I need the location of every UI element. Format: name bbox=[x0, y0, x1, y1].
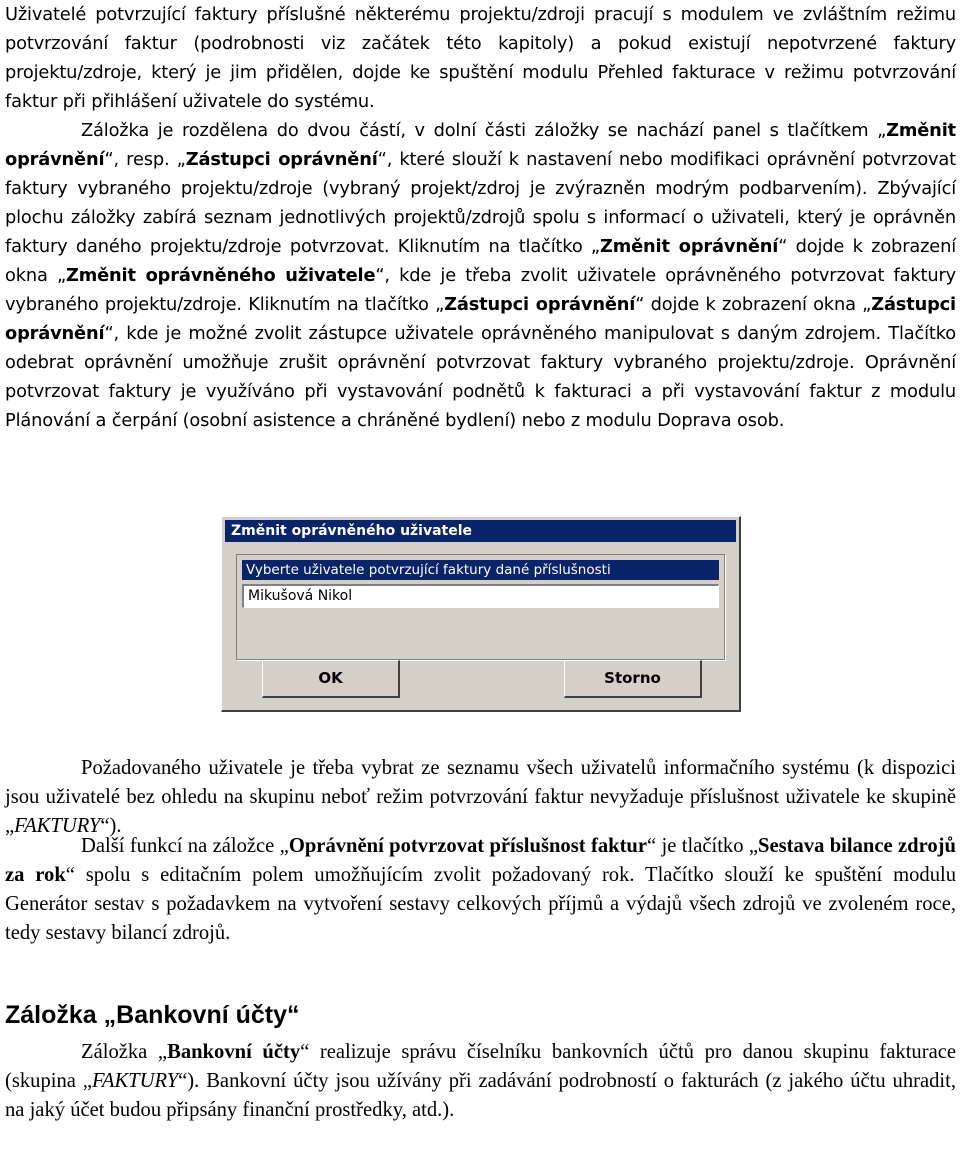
user-select-group bbox=[236, 554, 725, 660]
text-run: “ je tlačítko „ bbox=[647, 835, 759, 857]
italic-term: FAKTURY bbox=[14, 815, 101, 837]
bold-term: Oprávnění potvrzovat příslušnost faktur bbox=[288, 835, 648, 857]
text-run: “, které slouží k nastavení nebo modifikaci oprávnění potvrzovat faktury vybraného projektu/zdroje (vybraný projekt/zdroj je zvýrazněn modrým podbarvením). Zbývající plochu záložky zabírá seznam jednotlivých projektů/zdrojů spolu s informací o uživateli, který je oprávněn faktury daného projektu/zdroje potvrzovat. Kliknutím na tlačítko „ bbox=[5, 149, 956, 257]
text-run: Záložka je rozdělena do dvou částí, v dolní části záložky se nachází panel s tlačítkem „ bbox=[81, 120, 887, 141]
text-run: “). Bankovní účty jsou užívány při zadávání podrobností o fakturách (z jakého účtu uhradit, na jaký účet budou připsány finanční prostředky, atd.). bbox=[5, 1070, 956, 1121]
dialog-title-bar[interactable]: Změnit oprávněného uživatele bbox=[225, 520, 736, 542]
bold-term: Změnit oprávnění bbox=[5, 120, 956, 170]
paragraph-tab-description bbox=[5, 116, 956, 435]
text-run: Záložka „ bbox=[81, 1041, 168, 1063]
text-run: Požadovaného uživatele je třeba vybrat ze seznamu všech uživatelů informačního systému (k dispozici jsou uživatelé bez ohledu na skupinu neboť režim potvrzování faktur nevyžaduje příslušnost uživatele ke skupině „ bbox=[5, 757, 956, 837]
italic-term: FAKTURY bbox=[91, 1070, 179, 1092]
text-run: “ realizuje správu číselníku bankovních účtů pro danou skupinu fakturace (skupina „ bbox=[5, 1041, 956, 1092]
text-run: Další funkcí na záložce „ bbox=[81, 835, 289, 857]
bold-term: Zástupci oprávnění bbox=[185, 149, 378, 170]
change-user-dialog bbox=[221, 516, 741, 712]
bold-term: Bankovní účty bbox=[167, 1041, 301, 1063]
paragraph-intro: Uživatelé potvrzující faktury příslušné některému projektu/zdroji pracují s modulem ve zvláštním režimu potvrzování faktur (podrobnosti viz začátek této kapitoly) a pokud existují nepotvrzené faktury projektu/zdroje, který je jim přidělen, dojde ke spuštění modulu Přehled fakturace v režimu potvrzování faktur při přihlášení uživatele do systému. bbox=[5, 4, 956, 112]
bold-term: Zástupci oprávnění bbox=[444, 294, 636, 315]
paragraph-balance-report bbox=[5, 832, 956, 948]
bold-term: Změnit oprávnění bbox=[600, 236, 779, 257]
bold-term: Zástupci oprávnění bbox=[5, 294, 957, 344]
text-run: “ dojde k zobrazení okna „ bbox=[635, 294, 872, 315]
paragraph-user-selection bbox=[5, 754, 956, 841]
bold-term: Sestava bilance zdrojů za rok bbox=[5, 835, 956, 886]
text-run: “). bbox=[100, 815, 122, 837]
user-select-prompt: Vyberte uživatele potvrzující faktury dané příslušnosti bbox=[242, 560, 719, 580]
text-run: “, kde je třeba zvolit uživatele oprávněného potvrzovat faktury vybraného projektu/zdroje. Kliknutím na tlačítko „ bbox=[5, 265, 956, 315]
user-select-field[interactable]: Mikušová Nikol bbox=[242, 584, 719, 608]
text-run: “, kde je možné zvolit zástupce uživatele oprávněného manipulovat s daným zdrojem. Tlačítko odebrat oprávnění umožňuje zrušit oprávnění potvrzovat faktury vybraného projektu/zdroje. Oprávnění potvrzovat faktury je využíváno při vystavování podnětů k fakturaci a při vystavování faktur z modulu Plánování a čerpání (osobní asistence a chráněné bydlení) nebo z modulu Doprava osob. bbox=[5, 323, 956, 431]
text-run: “ dojde k zobrazení okna „ bbox=[5, 236, 956, 286]
paragraph-bank-accounts bbox=[5, 1038, 956, 1125]
bold-term: Změnit oprávněného uživatele bbox=[66, 265, 376, 286]
ok-button[interactable]: OK bbox=[262, 660, 400, 698]
text-run: “ spolu s editačním polem umožňujícím zvolit požadovaný rok. Tlačítko slouží ke spuštění modulu Generátor sestav s požadavkem na vytvoření sestavy celkových příjmů a výdajů všech zdrojů ve zvoleném roce, tedy sestavy bilancí zdrojů. bbox=[5, 864, 957, 944]
cancel-button[interactable]: Storno bbox=[564, 660, 702, 698]
section-heading-bank-accounts: Záložka „Bankovní účty“ bbox=[5, 1001, 300, 1029]
text-run: “, resp. „ bbox=[104, 149, 186, 170]
